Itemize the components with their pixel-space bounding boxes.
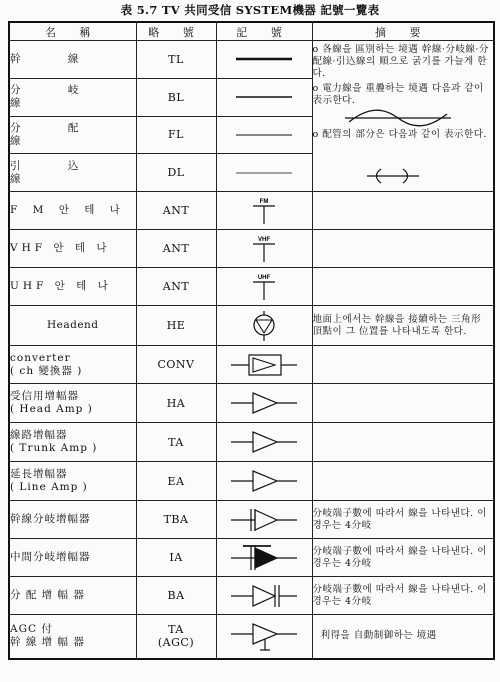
headend-icon bbox=[244, 309, 284, 343]
symbol-table bbox=[8, 21, 495, 660]
row-abbr: TBA bbox=[136, 501, 216, 539]
table-row bbox=[9, 268, 494, 306]
antenna-icon bbox=[244, 272, 284, 302]
row-abbr: IA bbox=[136, 539, 216, 577]
row-abbr: BA bbox=[136, 577, 216, 615]
row-abbr: BL bbox=[136, 78, 216, 116]
distribution-amp-symbol bbox=[216, 577, 312, 615]
ba-note: 分岐端子數에 따라서 線을 나타낸다. 이 경우는 4分岐 bbox=[312, 577, 494, 615]
table-row bbox=[9, 41, 494, 79]
row-name: 中間分岐增幅器 bbox=[9, 539, 136, 577]
medium-line-icon bbox=[234, 92, 294, 102]
row-note bbox=[312, 462, 494, 501]
conduit-icon bbox=[363, 167, 423, 185]
header-row bbox=[9, 22, 494, 41]
branch-amplifier-icon bbox=[229, 505, 299, 535]
row-name: UHF 안 테 나 bbox=[9, 268, 136, 306]
thin-line-icon bbox=[234, 130, 294, 140]
row-name: VHF 안 테 나 bbox=[9, 230, 136, 268]
row-name: 分 配 線 bbox=[9, 116, 136, 154]
row-abbr: HA bbox=[136, 384, 216, 423]
agc-amp-symbol bbox=[216, 615, 312, 659]
tba-note: 分岐端子數에 따라서 線을 나타낸다. 이 경우는 4分岐 bbox=[312, 501, 494, 539]
antenna-icon bbox=[244, 196, 284, 226]
antenna-label: FM bbox=[259, 198, 269, 205]
branch-amplifier-icon bbox=[229, 543, 299, 573]
row-note bbox=[312, 192, 494, 230]
table-row bbox=[9, 462, 494, 501]
table-row bbox=[9, 615, 494, 659]
converter-symbol bbox=[216, 346, 312, 384]
row-abbr: TA bbox=[136, 423, 216, 462]
agc-amplifier-icon bbox=[229, 620, 299, 652]
fm-antenna-symbol bbox=[216, 192, 312, 230]
row-name: Headend bbox=[9, 306, 136, 346]
row-name-line2: ( Trunk Amp ) bbox=[10, 442, 98, 454]
head-amp-symbol bbox=[216, 384, 312, 423]
row-abbr: DL bbox=[136, 154, 216, 192]
row-name-line1: converter bbox=[10, 351, 71, 364]
amplifier-icon bbox=[229, 429, 299, 455]
uhf-antenna-symbol bbox=[216, 268, 312, 306]
table-row bbox=[9, 306, 494, 346]
antenna-label: VHF bbox=[258, 236, 270, 243]
table-row bbox=[9, 539, 494, 577]
antenna-icon bbox=[244, 234, 284, 264]
row-name-line2: ( Line Amp ) bbox=[10, 481, 88, 493]
table-row bbox=[9, 230, 494, 268]
row-name bbox=[9, 423, 136, 462]
ia-note: 分岐端子數에 따라서 線을 나타낸다. 이 경우는 4分岐 bbox=[312, 539, 494, 577]
row-abbr-line2: (AGC) bbox=[157, 636, 195, 650]
note-power-line: o 電力線을 重疊하는 境遇 다음과 같이 表示한다. bbox=[312, 83, 484, 106]
header-symbol: 記 號 bbox=[216, 22, 312, 41]
row-name: 幹 線 bbox=[9, 41, 136, 79]
row-abbr bbox=[136, 615, 216, 659]
row-abbr: ANT bbox=[136, 192, 216, 230]
row-name-line1: 延長增幅器 bbox=[10, 468, 68, 480]
header-abbr: 略 號 bbox=[136, 22, 216, 41]
row-name: F M 안 테 나 bbox=[9, 192, 136, 230]
header-name: 名 稱 bbox=[9, 22, 136, 41]
row-note bbox=[312, 346, 494, 384]
row-abbr: CONV bbox=[136, 346, 216, 384]
row-name-line2: ( ch 變換器 ) bbox=[10, 364, 83, 377]
line-amp-symbol bbox=[216, 462, 312, 501]
feeder-line-symbol bbox=[216, 116, 312, 154]
converter-icon bbox=[229, 352, 299, 378]
vhf-antenna-symbol bbox=[216, 230, 312, 268]
line-notes bbox=[312, 41, 494, 192]
table-row bbox=[9, 501, 494, 539]
row-name-line1: AGC 付 bbox=[10, 623, 53, 636]
headend-note: 地面上에서는 幹線을 接續하는 三角形 頂點이 그 位置를 나타내도록 한다. bbox=[312, 306, 494, 346]
row-abbr: ANT bbox=[136, 268, 216, 306]
power-line-overlap-icon bbox=[343, 109, 453, 127]
row-name bbox=[9, 462, 136, 501]
row-name-line2: ( Head Amp ) bbox=[10, 403, 93, 415]
row-name-line2: 幹 線 增 幅 器 bbox=[10, 636, 85, 649]
row-note bbox=[312, 230, 494, 268]
row-abbr: FL bbox=[136, 116, 216, 154]
amplifier-icon bbox=[229, 390, 299, 416]
trunk-branch-amp-symbol bbox=[216, 501, 312, 539]
trunk-line-symbol bbox=[216, 41, 312, 79]
hairline-icon bbox=[234, 168, 294, 178]
row-name bbox=[9, 346, 136, 384]
agc-note: 利得을 自動制御하는 境遇 bbox=[312, 615, 494, 659]
row-note bbox=[312, 384, 494, 423]
intermediate-branch-amp-symbol bbox=[216, 539, 312, 577]
note-line-thickness: o 各線을 區別하는 境遇 幹線·分岐線·分配線·引込線의 順으로 굵기를 가늘게 한다. bbox=[312, 44, 489, 79]
row-abbr: HE bbox=[136, 306, 216, 346]
row-name: 引 込 線 bbox=[9, 154, 136, 192]
thick-line-icon bbox=[234, 54, 294, 64]
table-row bbox=[9, 192, 494, 230]
antenna-label: UHF bbox=[257, 274, 271, 281]
header-summary: 摘 要 bbox=[312, 22, 494, 41]
table-row bbox=[9, 423, 494, 462]
row-name-line1: 受信用增幅器 bbox=[10, 390, 79, 402]
row-abbr: EA bbox=[136, 462, 216, 501]
amplifier-icon bbox=[229, 468, 299, 494]
row-name: 分 配 增 幅 器 bbox=[9, 577, 136, 615]
table-row bbox=[9, 577, 494, 615]
note-conduit: o 配管의 部分은 다음과 같이 表示한다. bbox=[312, 129, 487, 140]
row-name: 幹線分岐增幅器 bbox=[9, 501, 136, 539]
distribution-amplifier-icon bbox=[229, 581, 299, 611]
trunk-amp-symbol bbox=[216, 423, 312, 462]
row-name: 分 岐 線 bbox=[9, 78, 136, 116]
row-name bbox=[9, 384, 136, 423]
row-name-line1: 線路增幅器 bbox=[10, 429, 68, 441]
branch-line-symbol bbox=[216, 78, 312, 116]
row-abbr-line1: TA bbox=[168, 623, 184, 637]
table-title: 表 5.7 TV 共同受信 SYSTEM機器 記號一覽表 bbox=[120, 3, 380, 17]
row-note bbox=[312, 268, 494, 306]
headend-symbol bbox=[216, 306, 312, 346]
row-note bbox=[312, 423, 494, 462]
table-row bbox=[9, 346, 494, 384]
row-abbr: ANT bbox=[136, 230, 216, 268]
row-abbr: TL bbox=[136, 41, 216, 79]
drop-line-symbol bbox=[216, 154, 312, 192]
table-row bbox=[9, 384, 494, 423]
row-name bbox=[9, 615, 136, 659]
